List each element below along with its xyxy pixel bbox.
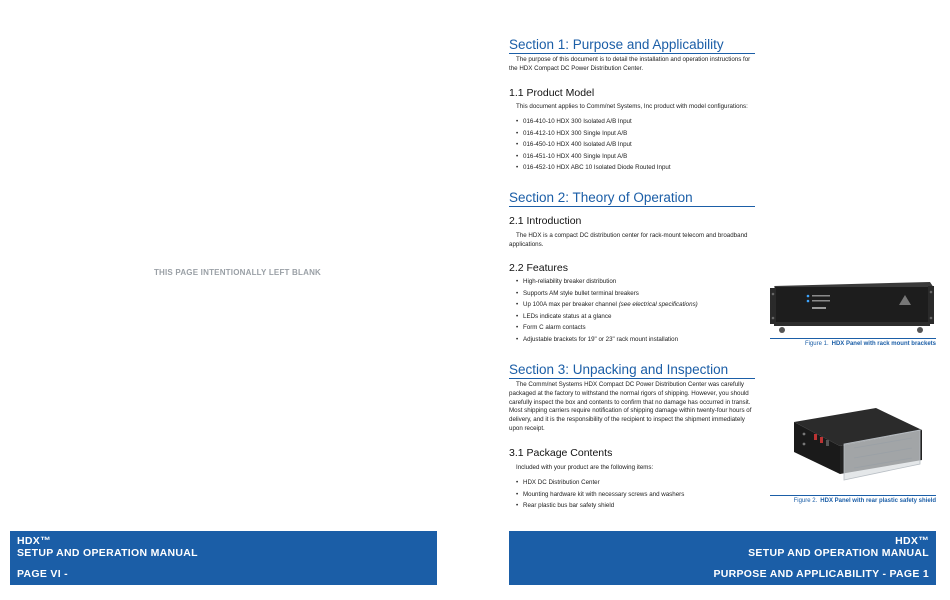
list-item: • Form C alarm contacts bbox=[509, 324, 698, 336]
figure-2-rule bbox=[770, 495, 936, 496]
section-1-intro: The purpose of this document is to detail the installation and operation instructions for the HDX Compact DC Power Distribution Center. bbox=[509, 56, 751, 72]
subsection-1-1-title: 1.1 Product Model bbox=[509, 87, 595, 99]
subsection-3-1-lead: Included with your product are the following items: bbox=[516, 464, 654, 471]
list-item: • 016-450-10 HDX 400 Isolated A/B Input bbox=[509, 141, 671, 153]
subsection-3-1-title: 3.1 Package Contents bbox=[509, 447, 613, 459]
footer-manual-title: SETUP AND OPERATION MANUAL bbox=[17, 547, 198, 559]
product-model-list bbox=[509, 118, 671, 176]
list-item: • LEDs indicate status at a glance bbox=[509, 313, 698, 325]
section-3-text: The Comm/net Systems HDX Compact DC Power Distribution Center was carefully packaged at the factory to withstand the normal rigors of shipping. However, you should carefully inspect the box and contents to confirm that no damage has occurred in transit. Most shipping carriers require notification of shipping damage within twenty-four hours of delivery, and it is the responsibility of the recipient to inspect the shipment immediately upon receipt. bbox=[509, 381, 752, 432]
section-2-title: Section 2: Theory of Operation bbox=[509, 190, 755, 207]
package-contents-list bbox=[509, 479, 684, 514]
list-item: • HDX DC Distribution Center bbox=[509, 479, 684, 491]
subsection-2-1-text: The HDX is a compact DC distribution center for rack-mount telecom and broadband applications. bbox=[509, 232, 748, 248]
figure-2-label: Figure 2. bbox=[793, 498, 818, 504]
subsection-1-1-lead: This document applies to Comm/net Systems, Inc product with model configurations: bbox=[516, 103, 748, 110]
blank-page-note: THIS PAGE INTENTIONALLY LEFT BLANK bbox=[153, 268, 322, 277]
features-list bbox=[509, 278, 698, 348]
figure-2-caption-text: HDX Panel with rear plastic safety shield bbox=[820, 498, 936, 504]
footer-page-number: PAGE VI - bbox=[17, 568, 68, 580]
subsection-2-2-title: 2.2 Features bbox=[509, 262, 568, 274]
left-page-footer bbox=[10, 531, 437, 585]
subsection-2-1-title: 2.1 Introduction bbox=[509, 215, 582, 227]
list-item: • 016-410-10 HDX 300 Isolated A/B Input bbox=[509, 118, 671, 130]
list-item: • High-reliability breaker distribution bbox=[509, 278, 698, 290]
list-item: • Supports AM style bullet terminal breakers bbox=[509, 290, 698, 302]
figure-1-caption-text: HDX Panel with rack mount brackets bbox=[831, 341, 936, 347]
hdx-panel-rack-brackets-image bbox=[770, 278, 936, 336]
footer-page-number: PURPOSE AND APPLICABILITY - PAGE 1 bbox=[713, 568, 929, 580]
footer-manual-title: SETUP AND OPERATION MANUAL bbox=[748, 547, 929, 559]
section-1-title: Section 1: Purpose and Applicability bbox=[509, 37, 755, 54]
figure-2-image bbox=[784, 404, 924, 492]
footer-product-name: HDX™ bbox=[17, 535, 51, 547]
feature-text: Up 100A max per breaker channel bbox=[523, 301, 619, 309]
list-item: • 016-451-10 HDX 400 Single Input A/B bbox=[509, 153, 671, 165]
list-item: • 016-412-10 HDX 300 Single Input A/B bbox=[509, 130, 671, 142]
section-3-title: Section 3: Unpacking and Inspection bbox=[509, 362, 755, 379]
hdx-panel-safety-shield-image bbox=[784, 404, 924, 492]
list-item: • 016-452-10 HDX ABC 10 Isolated Diode Routed Input bbox=[509, 164, 671, 176]
list-item: • Rear plastic bus bar safety shield bbox=[509, 502, 684, 514]
figure-1-rule bbox=[770, 338, 936, 339]
figure-1-image bbox=[770, 278, 936, 336]
figure-1-caption bbox=[805, 341, 936, 347]
right-page-footer bbox=[509, 531, 936, 585]
figure-1-label: Figure 1. bbox=[804, 341, 829, 347]
list-item: • Mounting hardware kit with necessary screws and washers bbox=[509, 491, 684, 503]
footer-product-name: HDX™ bbox=[895, 535, 929, 547]
figure-2-caption bbox=[794, 498, 936, 504]
list-item: • Adjustable brackets for 19" or 23" rack mount installation bbox=[509, 336, 698, 348]
electrical-spec-note: (see electrical specifications) bbox=[618, 301, 698, 309]
list-item bbox=[509, 301, 698, 313]
